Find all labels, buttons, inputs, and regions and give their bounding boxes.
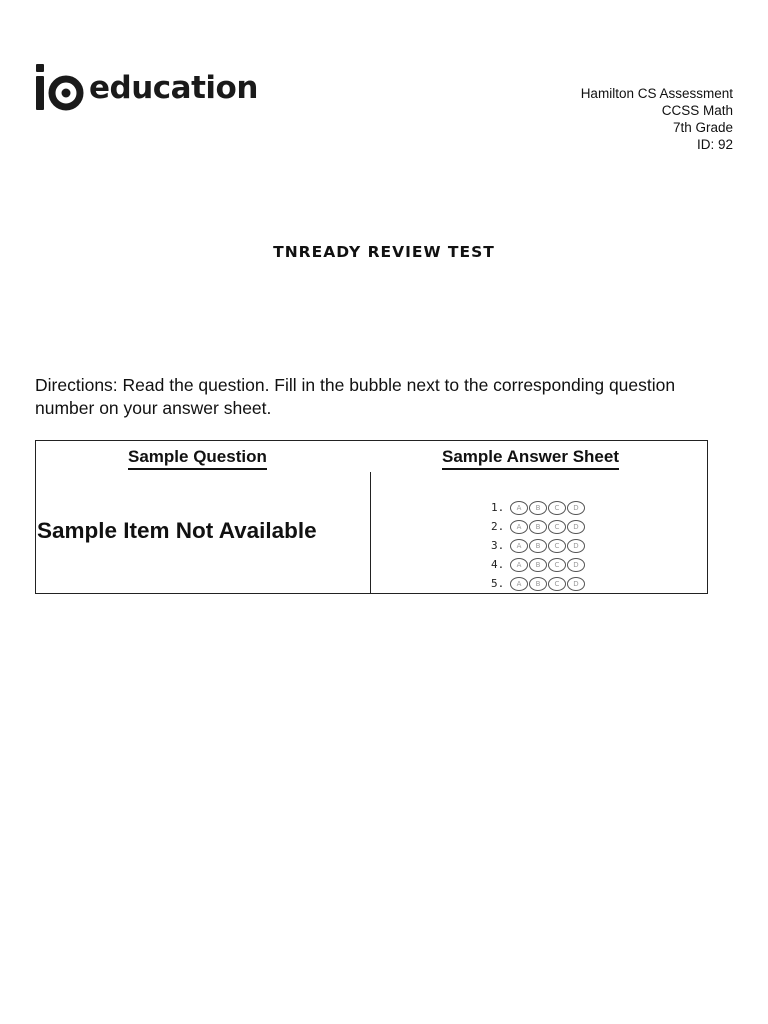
answer-bubble: C	[548, 501, 566, 515]
assessment-subject: CCSS Math	[661, 103, 733, 118]
answer-bubble: D	[567, 558, 585, 572]
answer-number: 3.	[491, 539, 505, 552]
answer-bubble: D	[567, 520, 585, 534]
answer-bubble: A	[510, 520, 528, 534]
io-education-logo	[35, 64, 258, 112]
answer-bubble: D	[567, 539, 585, 553]
logo-wordmark: education	[89, 69, 258, 106]
answer-bubble: B	[529, 520, 547, 534]
assessment-id: ID: 92	[696, 137, 733, 152]
answer-bubble: B	[529, 577, 547, 591]
answer-row	[491, 498, 586, 517]
answer-number: 1.	[491, 501, 505, 514]
answer-row	[491, 574, 586, 593]
assessment-info	[581, 85, 733, 153]
answer-number: 4.	[491, 558, 505, 571]
io-logo-mark-icon	[35, 64, 85, 112]
assessment-name: Hamilton CS Assessment	[580, 86, 733, 101]
answer-bubble: B	[529, 558, 547, 572]
column-divider	[370, 472, 371, 593]
sample-answer-sheet-header: Sample Answer Sheet	[442, 447, 619, 470]
answer-number: 2.	[491, 520, 505, 533]
answer-bubble: A	[510, 558, 528, 572]
answer-bubble: B	[529, 501, 547, 515]
directions-text: Directions: Read the question. Fill in the bubble next to the corresponding question number on your answer sheet.	[35, 375, 676, 418]
answer-row	[491, 555, 586, 574]
answer-bubble: A	[510, 539, 528, 553]
sample-box	[35, 440, 708, 594]
test-title: TNREADY REVIEW TEST	[273, 243, 495, 261]
answer-bubble: C	[548, 558, 566, 572]
answer-bubble: C	[548, 539, 566, 553]
answer-bubble: A	[510, 577, 528, 591]
sample-item-text: Sample Item Not Available	[37, 518, 317, 543]
answer-bubble: D	[567, 501, 585, 515]
sample-answer-sheet	[491, 498, 586, 593]
answer-bubble: C	[548, 577, 566, 591]
answer-bubble: C	[548, 520, 566, 534]
sample-question-header: Sample Question	[128, 447, 267, 470]
answer-bubble: A	[510, 501, 528, 515]
answer-row	[491, 536, 586, 555]
answer-row	[491, 517, 586, 536]
answer-number: 5.	[491, 577, 505, 590]
answer-bubble: B	[529, 539, 547, 553]
assessment-grade: 7th Grade	[672, 120, 733, 135]
answer-bubble: D	[567, 577, 585, 591]
